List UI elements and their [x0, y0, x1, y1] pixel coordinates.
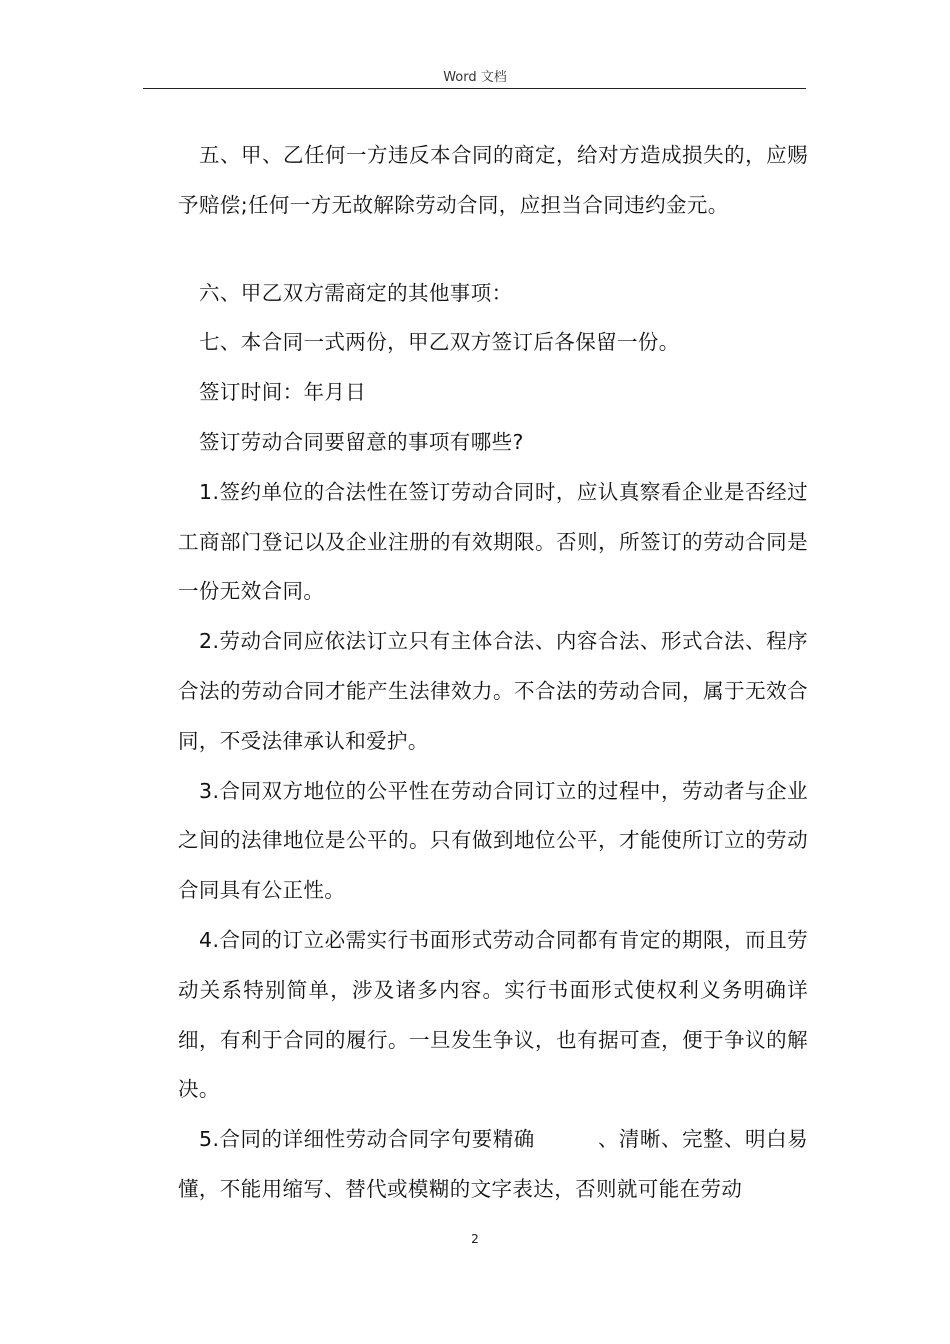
header-title: Word 文档	[443, 70, 507, 85]
header-divider	[143, 88, 806, 89]
paragraph-notice-heading: 签订劳动合同要留意的事项有哪些?	[199, 429, 524, 454]
paragraph-item-3: 3.合同双方地位的公平性在劳动合同订立的过程中，劳动者与企业之间的法律地位是公平的。只有做到地位公平，才能使所订立的劳动合同具有公正性。	[178, 778, 808, 903]
paragraph-signing-date: 签订时间：年月日	[199, 380, 367, 405]
paragraph-breach-compensation: 五、甲、乙任何一方违反本合同的商定，给对方造成损失的，应赐予赔偿;任何一方无故解除劳动合同，应担当合同违约金元。	[178, 143, 808, 217]
page-number: 2	[471, 1232, 479, 1246]
paragraph-copies: 七、本合同一式两份，甲乙双方签订后各保留一份。	[199, 330, 680, 355]
paragraph-item-4: 4.合同的订立必需实行书面形式劳动合同都有肯定的期限，而且劳动关系特别简单，涉及诸多内容。实行书面形式使权利义务明确详细，有利于合同的履行。一旦发生争议，也有据可查，便于争议的解决。	[178, 927, 808, 1102]
paragraph-item-2: 2.劳动合同应依法订立只有主体合法、内容合法、形式合法、程序合法的劳动合同才能产生法律效力。不合法的劳动合同，属于无效合同，不受法律承认和爱护。	[178, 629, 808, 753]
paragraph-other-matters: 六、甲乙双方需商定的其他事项：	[199, 280, 513, 305]
paragraph-spacer	[178, 231, 808, 269]
paragraph-item-1: 1.签约单位的合法性在签订劳动合同时，应认真察看企业是否经过工商部门登记以及企业注册的有效期限。否则，所签订的劳动合同是一份无效合同。	[178, 479, 808, 604]
paragraph-item-5: 5.合同的详细性劳动合同字句要精确 、清晰、完整、明白易懂，不能用缩写、替代或模糊的文字表达，否则就可能在劳动	[178, 1127, 808, 1201]
document-body	[178, 131, 808, 1215]
